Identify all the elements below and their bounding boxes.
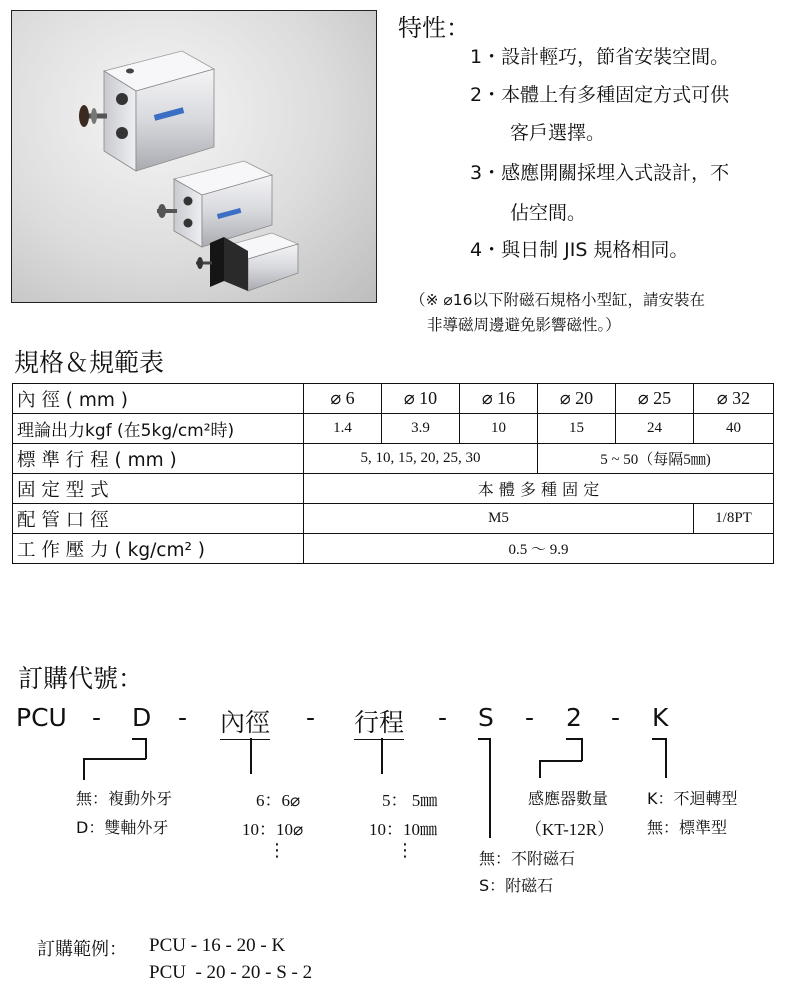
bore-header: ⌀ 6 [304, 384, 382, 414]
spec-table [12, 383, 774, 564]
bore-header: ⌀ 20 [538, 384, 616, 414]
cylinder-illustration [12, 11, 376, 302]
row-label: 工 作 壓 力 ( kg/cm² ) [13, 534, 304, 564]
large-cylinder [79, 51, 214, 171]
code-part-model: PCU [16, 703, 67, 732]
bracket-line [566, 738, 582, 740]
option-magnet: 無：不附磁石 [479, 849, 576, 868]
feature-item: 客戶選擇。 [510, 122, 606, 144]
code-part-d: D [132, 703, 152, 732]
feature-item: 2・本體上有多種固定方式可供 [470, 84, 730, 106]
code-dash: - [525, 703, 535, 732]
bore-header: ⌀ 32 [694, 384, 774, 414]
product-photo [11, 10, 377, 303]
force-value: 3.9 [382, 414, 460, 444]
row-label: 內 徑 ( mm ) [13, 384, 304, 414]
code-part-2: 2 [566, 703, 582, 732]
feature-item: 1・設計輕巧，節省安裝空間。 [470, 46, 730, 68]
bracket-line [83, 758, 146, 760]
bore-header: ⌀ 16 [460, 384, 538, 414]
example-code: PCU - 20 - 20 - S - 2 [149, 962, 313, 983]
row-label: 配 管 口 徑 [13, 504, 304, 534]
option-more: ⋮ [396, 840, 414, 861]
table-row [13, 414, 774, 444]
example-label: 訂購範例： [37, 939, 127, 960]
row-label: 標 準 行 程 ( mm ) [13, 444, 304, 474]
code-dash: - [306, 703, 316, 732]
force-value: 15 [538, 414, 616, 444]
port-value: M5 [304, 504, 694, 534]
option-bore: 6：6⌀ [256, 791, 301, 810]
bracket-line [665, 738, 667, 778]
code-part-stroke: 行程 [354, 703, 404, 740]
code-part-s: S [478, 703, 494, 732]
bracket-line [381, 738, 383, 774]
row-label: 固 定 型 式 [13, 474, 304, 504]
option-rotation: K：不迴轉型 [647, 789, 738, 808]
example-code: PCU - 16 - 20 - K [149, 935, 286, 956]
force-value: 10 [460, 414, 538, 444]
option-stroke: 5： 5㎜ [382, 791, 438, 810]
force-value: 24 [616, 414, 694, 444]
code-part-bore: 內徑 [220, 703, 270, 740]
code-dash: - [611, 703, 621, 732]
table-row [13, 504, 774, 534]
feature-item: 3・感應開關採埋入式設計，不 [470, 162, 730, 184]
row-label: 理論出力kgf (在5kg/cm²時) [13, 414, 304, 444]
code-part-k: K [652, 703, 669, 732]
bracket-line [145, 738, 147, 759]
magnet-note: 非導磁周邊避免影響磁性。） [427, 316, 621, 334]
force-value: 1.4 [304, 414, 382, 444]
force-value: 40 [694, 414, 774, 444]
order-code-title: 訂購代號： [18, 664, 144, 693]
option-sensor: 感應器數量 [528, 789, 609, 808]
feature-item: 佔空間。 [510, 202, 587, 224]
bracket-line [83, 758, 85, 780]
mount-value: 本 體 多 種 固 定 [304, 474, 774, 504]
option-stroke: 10：10㎜ [369, 820, 437, 839]
bore-header: ⌀ 25 [616, 384, 694, 414]
bracket-line [652, 738, 666, 740]
stroke-value: 5 ~ 50（每隔5㎜) [538, 444, 774, 474]
features-title: 特性： [398, 14, 470, 42]
option-d: D：雙軸外牙 [76, 818, 169, 837]
bore-header: ⌀ 10 [382, 384, 460, 414]
table-row [13, 444, 774, 474]
table-row [13, 474, 774, 504]
option-rotation: 無：標準型 [647, 818, 728, 837]
bracket-line [489, 738, 491, 838]
option-d: 無：複動外牙 [76, 789, 173, 808]
code-dash: - [438, 703, 448, 732]
magnet-note: （※ ⌀16以下附磁石規格小型缸，請安裝在 [410, 291, 705, 309]
code-dash: - [178, 703, 188, 732]
code-dash: - [92, 703, 102, 732]
pressure-value: 0.5 ～ 9.9 [304, 534, 774, 564]
feature-item: 4・與日制 JIS 規格相同。 [470, 239, 689, 261]
option-magnet: S：附磁石 [479, 876, 554, 895]
stroke-value: 5, 10, 15, 20, 25, 30 [304, 444, 538, 474]
option-sensor: （KT-12R） [525, 820, 615, 839]
medium-cylinder [157, 161, 272, 247]
option-more: ⋮ [268, 840, 286, 861]
table-row [13, 384, 774, 414]
spec-table-title: 規格＆規範表 [14, 348, 165, 377]
port-value: 1/8PT [694, 504, 774, 534]
table-row [13, 534, 774, 564]
bracket-line [581, 738, 583, 761]
option-bore: 10：10⌀ [242, 820, 304, 839]
bracket-line [539, 760, 582, 762]
bracket-line [539, 760, 541, 778]
bracket-line [132, 738, 146, 740]
bracket-line [250, 738, 252, 774]
